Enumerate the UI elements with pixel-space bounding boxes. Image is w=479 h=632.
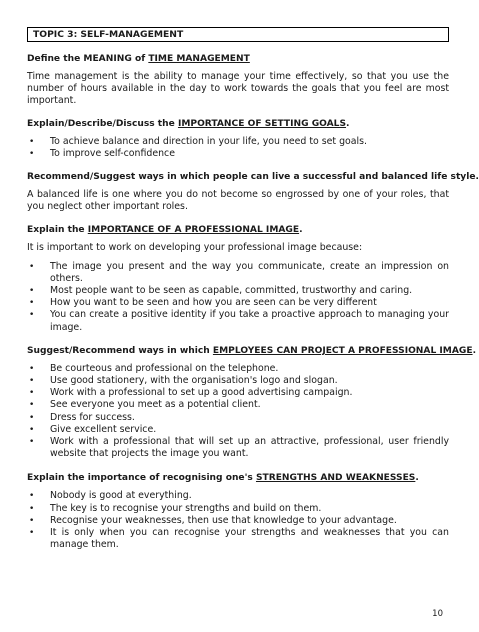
heading-strengths-weaknesses bbox=[27, 472, 449, 484]
list-item: • Be courteous and professional on the telephone. bbox=[29, 362, 279, 374]
bullet-icon: • bbox=[29, 491, 35, 502]
heading-setting-goals bbox=[27, 118, 449, 130]
heading-underlined: STRENGTHS AND WEAKNESSES bbox=[255, 473, 416, 484]
heading-text: Define the MEANING of bbox=[27, 54, 149, 64]
list-item: • Nobody is good at everything. bbox=[29, 490, 192, 502]
heading-text: Suggest/Recommend ways in which bbox=[27, 345, 213, 356]
list-item: • How you want to be seen and how you are seen can be very different bbox=[29, 297, 377, 309]
bullet-icon: • bbox=[29, 412, 35, 423]
bullet-icon: • bbox=[29, 424, 35, 435]
list-item: • Most people want to be seen as capable, committed, trustworthy and caring. bbox=[29, 285, 413, 297]
list-item: • Work with a professional to set up a good advertising campaign. bbox=[29, 387, 353, 399]
bullet-icon: • bbox=[29, 148, 35, 159]
bullet-icon: • bbox=[29, 286, 35, 297]
list-item: • You can create a positive identity if you take a proactive approach to managing your image. bbox=[29, 309, 449, 333]
list-item: • Recognise your weaknesses, then use that knowledge to your advantage. bbox=[29, 514, 397, 526]
heading-underlined: TIME MANAGEMENT bbox=[148, 54, 250, 64]
heading-suffix: . bbox=[415, 473, 419, 484]
heading-underlined: EMPLOYEES CAN PROJECT A PROFESSIONAL IMAGE bbox=[212, 345, 473, 356]
list-item: • Dress for success. bbox=[29, 411, 135, 423]
heading-suffix: . bbox=[346, 118, 350, 129]
list-item: • To achieve balance and direction in your life, you need to set goals. bbox=[29, 135, 367, 147]
bullet-icon: • bbox=[29, 528, 35, 539]
heading-suffix: . bbox=[472, 345, 477, 356]
heading-underlined: IMPORTANCE OF SETTING GOALS bbox=[177, 118, 347, 129]
bullet-icon: • bbox=[29, 261, 35, 272]
goals-list bbox=[27, 136, 449, 160]
list-item: • The image you present and the way you communicate, create an impression on others. bbox=[29, 260, 449, 284]
bullet-icon: • bbox=[29, 298, 35, 309]
heading-project-image bbox=[27, 345, 477, 357]
heading-text: Explain the importance of recognising one's bbox=[27, 473, 256, 484]
list-item: • Use good stationery, with the organisation's logo and slogan. bbox=[29, 375, 338, 387]
time-management-definition: Time management is the ability to manage your time effectively, so that you use the number of hours available in the day to work towards the goals that you feel are most important. bbox=[27, 71, 449, 107]
professional-image-intro: It is important to work on developing your professional image because: bbox=[27, 242, 363, 254]
list-item: • The key is to recognise your strengths and build on them. bbox=[29, 502, 322, 514]
project-image-list bbox=[27, 363, 449, 461]
heading-balanced-life: Recommend/Suggest ways in which people can live a successful and balanced life style. bbox=[27, 172, 479, 183]
heading-professional-image bbox=[27, 224, 449, 236]
bullet-icon: • bbox=[29, 400, 35, 411]
strengths-weaknesses-list bbox=[27, 490, 449, 551]
list-item: • To improve self-confidence bbox=[29, 147, 175, 159]
list-item: • Give excellent service. bbox=[29, 423, 157, 435]
list-item: • It is only when you can recognise your strengths and weaknesses that you can manage them. bbox=[29, 527, 449, 551]
bullet-icon: • bbox=[29, 503, 35, 514]
bullet-icon: • bbox=[29, 376, 35, 387]
heading-text: Explain/Describe/Discuss the bbox=[27, 118, 178, 129]
topic-title: TOPIC 3: SELF-MANAGEMENT bbox=[27, 27, 449, 42]
bullet-icon: • bbox=[29, 437, 35, 448]
list-item: • See everyone you meet as a potential client. bbox=[29, 399, 261, 411]
heading-time-management bbox=[27, 53, 449, 65]
document-page bbox=[27, 27, 479, 551]
bullet-icon: • bbox=[29, 363, 35, 374]
heading-suffix: . bbox=[299, 225, 303, 236]
bullet-icon: • bbox=[29, 136, 35, 147]
page-number: 10 bbox=[432, 609, 443, 619]
list-item: • Work with a professional that will set up an attractive, professional, user friendly website that projects the image you want. bbox=[29, 436, 449, 460]
heading-text: Explain the bbox=[27, 225, 88, 236]
heading-underlined: IMPORTANCE OF A PROFESSIONAL IMAGE bbox=[87, 225, 300, 236]
balanced-life-paragraph: A balanced life is one where you do not become so engrossed by one of your roles, that you neglect other important roles. bbox=[27, 189, 449, 213]
bullet-icon: • bbox=[29, 515, 35, 526]
bullet-icon: • bbox=[29, 388, 35, 399]
professional-image-list bbox=[27, 261, 449, 334]
bullet-icon: • bbox=[29, 310, 35, 321]
